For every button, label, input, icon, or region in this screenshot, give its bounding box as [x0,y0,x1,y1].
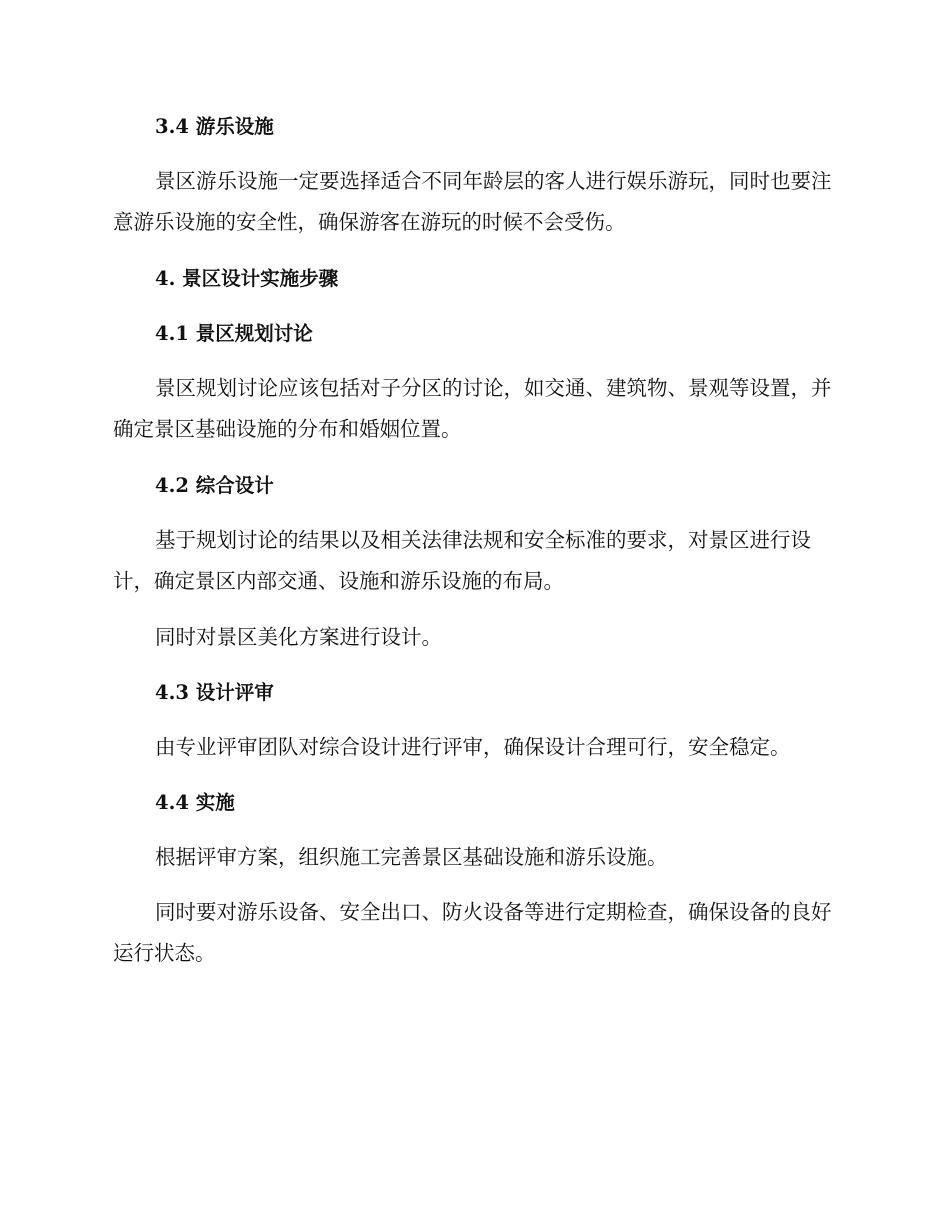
paragraph-inspection: 同时要对游乐设备、安全出口、防火设备等进行定期检查，确保设备的良好运行状态。 [113,900,832,965]
paragraph-amusement-facilities: 景区游乐设施一定要选择适合不同年龄层的客人进行娱乐游玩，同时也要注意游乐设施的安全性，确保游客在游玩的时候不会受伤。 [113,169,832,234]
section-heading-4-2: 4.2 综合设计 [155,474,274,497]
paragraph-planning-discussion: 景区规划讨论应该包括对子分区的讨论，如交通、建筑物、景观等设置，并确定景区基础设施的分布和婚姻位置。 [113,376,832,441]
section-heading-4-4: 4.4 实施 [155,791,235,814]
section-heading-3-4: 3.4 游乐设施 [155,115,274,138]
paragraph-integrated-design: 基于规划讨论的结果以及相关法律法规和安全标准的要求，对景区进行设计，确定景区内部交通、设施和游乐设施的布局。 [113,528,811,593]
paragraph-design-review: 由专业评审团队对综合设计进行评审，确保设计合理可行，安全稳定。 [155,735,791,759]
paragraph-implementation: 根据评审方案，组织施工完善景区基础设施和游乐设施。 [155,845,668,869]
section-heading-4-1: 4.1 景区规划讨论 [155,322,313,345]
section-heading-4: 4. 景区设计实施步骤 [155,267,339,290]
section-heading-4-3: 4.3 设计评审 [155,681,274,704]
paragraph-beautification: 同时对景区美化方案进行设计。 [155,625,442,649]
